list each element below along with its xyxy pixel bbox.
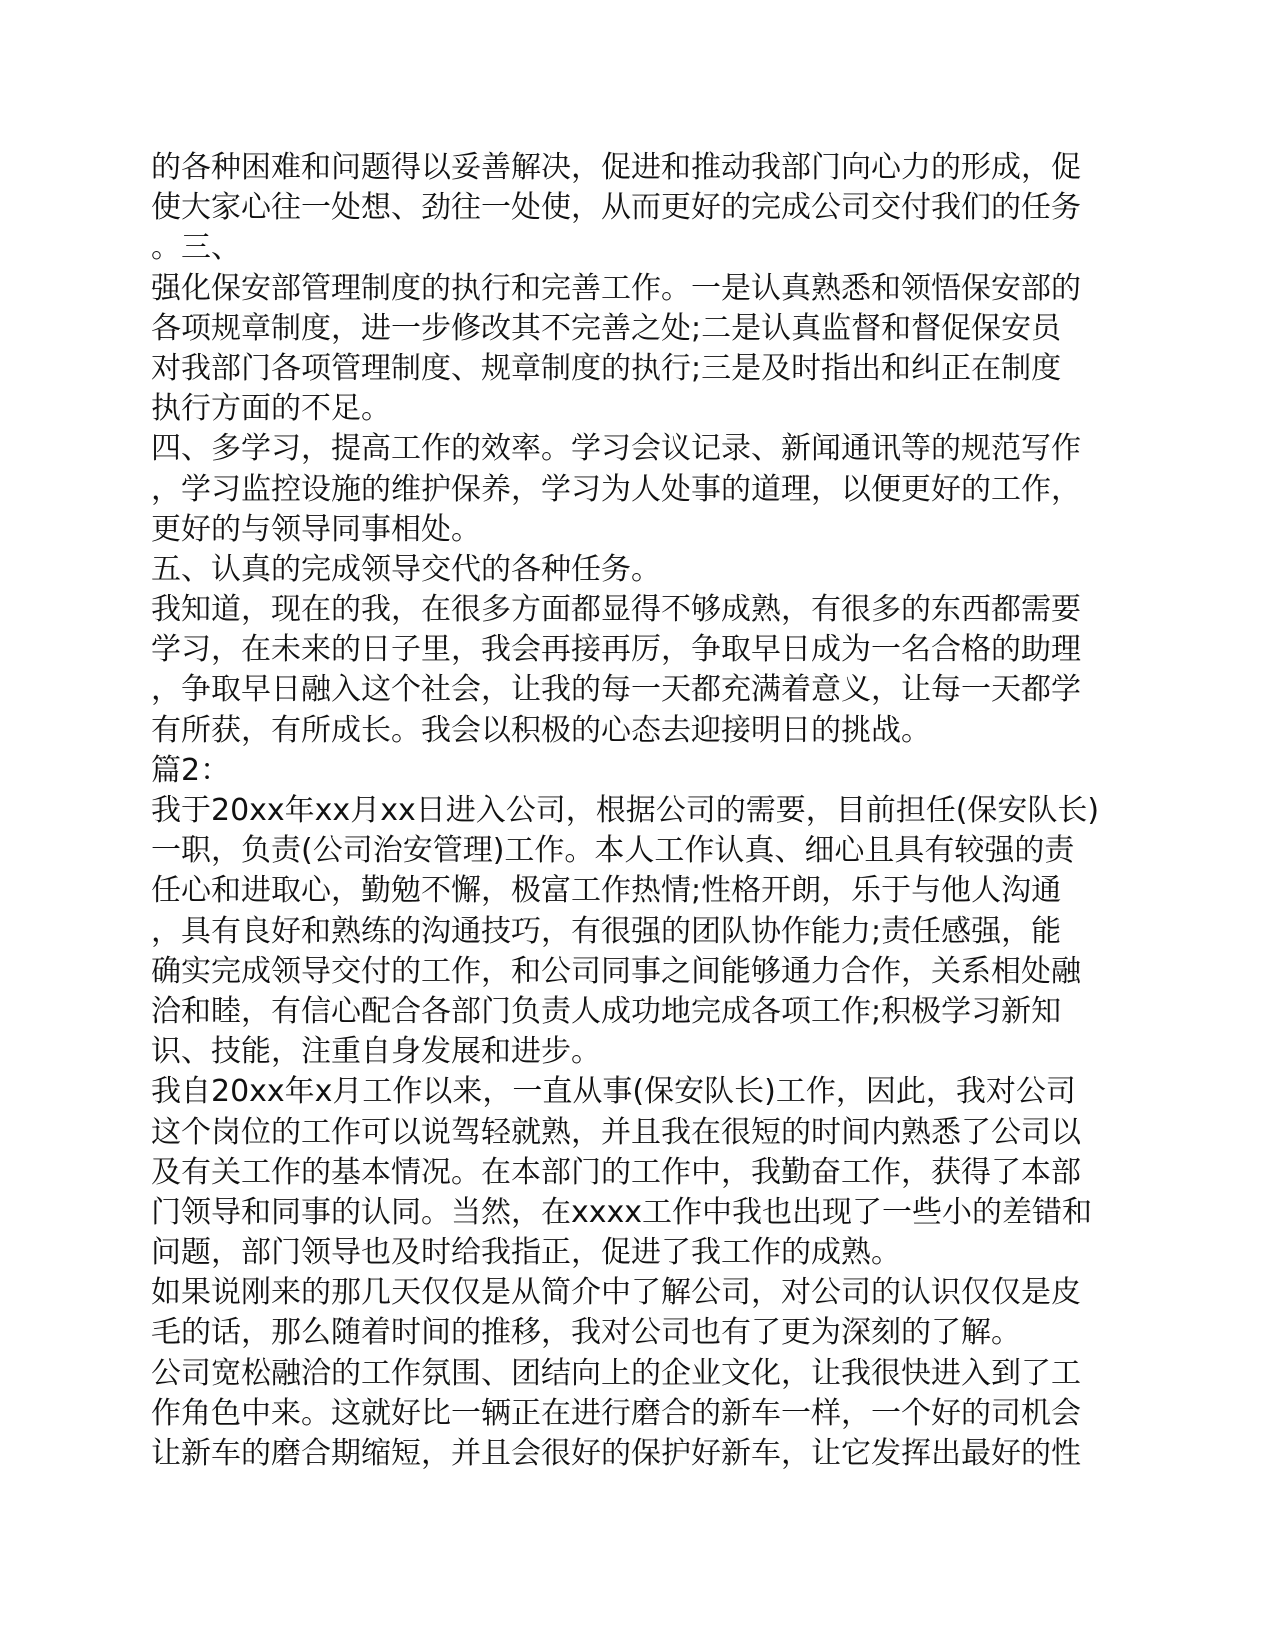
text-line: 让新车的磨合期缩短，并且会很好的保护好新车，让它发挥出最好的性	[151, 1436, 1081, 1471]
text-line: 识、技能，注重自身发展和进步。	[151, 1034, 601, 1070]
text-line: 如果说刚来的那几天仅仅是从简介中了解公司，对公司的认识仅仅是皮	[151, 1275, 1081, 1311]
text-line: 使大家心往一处想、劲往一处使，从而更好的完成公司交付我们的任务	[151, 190, 1081, 226]
text-line: ，学习监控设施的维护保养，学习为人处事的道理，以便更好的工作，	[151, 471, 1081, 507]
section-heading: 篇2：	[151, 752, 231, 788]
text-line: 门领导和同事的认同。当然，在xxxx工作中我也出现了一些小的差错和	[151, 1194, 1093, 1230]
text-line: 对我部门各项管理制度、规章制度的执行;三是及时指出和纠正在制度	[151, 350, 1062, 386]
text-line: 确实完成领导交付的工作，和公司同事之间能够通力合作，关系相处融	[151, 953, 1081, 989]
text-line: 及有关工作的基本情况。在本部门的工作中，我勤奋工作，获得了本部	[151, 1154, 1081, 1190]
text-line: 四、多学习，提高工作的效率。学习会议记录、新闻通讯等的规范写作	[151, 431, 1081, 467]
text-line: 更好的与领导同事相处。	[151, 511, 481, 547]
text-line: 五、认真的完成领导交代的各种任务。	[151, 551, 661, 587]
text-line: 我知道，现在的我，在很多方面都显得不够成熟，有很多的东西都需要	[151, 592, 1081, 628]
text-line: 我于20xx年xx月xx日进入公司，根据公司的需要，目前担任(保安队长)	[151, 793, 1100, 828]
text-line: 学习，在未来的日子里，我会再接再厉，争取早日成为一名合格的助理	[151, 632, 1081, 668]
text-line: 公司宽松融洽的工作氛围、团结向上的企业文化，让我很快进入到了工	[151, 1355, 1081, 1391]
text-line: 有所获，有所成长。我会以积极的心态去迎接明日的挑战。	[151, 712, 931, 748]
text-line: 我自20xx年x月工作以来，一直从事(保安队长)工作，因此，我对公司	[151, 1074, 1076, 1110]
text-line: 洽和睦，有信心配合各部门负责人成功地完成各项工作;积极学习新知	[151, 993, 1062, 1029]
text-line: 执行方面的不足。	[151, 391, 391, 427]
text-line: 毛的话，那么随着时间的推移，我对公司也有了更为深刻的了解。	[151, 1315, 1021, 1351]
text-line: 问题，部门领导也及时给我指正，促进了我工作的成熟。	[151, 1235, 901, 1271]
text-line: 的各种困难和问题得以妥善解决，促进和推动我部门向心力的形成，促	[151, 150, 1081, 185]
document-body	[151, 148, 1131, 1474]
text-line: 任心和进取心，勤勉不懈，极富工作热情;性格开朗，乐于与他人沟通	[151, 873, 1062, 909]
text-line: ，争取早日融入这个社会，让我的每一天都充满着意义，让每一天都学	[151, 672, 1081, 708]
text-line: 一职，负责(公司治安管理)工作。本人工作认真、细心且具有较强的责	[151, 833, 1075, 869]
text-line: 这个岗位的工作可以说驾轻就熟，并且我在很短的时间内熟悉了公司以	[151, 1114, 1081, 1150]
text-line: 各项规章制度，进一步修改其不完善之处;二是认真监督和督促保安员	[151, 310, 1062, 346]
text-line: ，具有良好和熟练的沟通技巧，有很强的团队协作能力;责任感强，能	[151, 913, 1062, 949]
text-line: 作角色中来。这就好比一辆正在进行磨合的新车一样，一个好的司机会	[151, 1395, 1081, 1431]
text-line: 强化保安部管理制度的执行和完善工作。一是认真熟悉和领悟保安部的	[151, 270, 1081, 306]
text-line: 。三、	[151, 230, 241, 266]
